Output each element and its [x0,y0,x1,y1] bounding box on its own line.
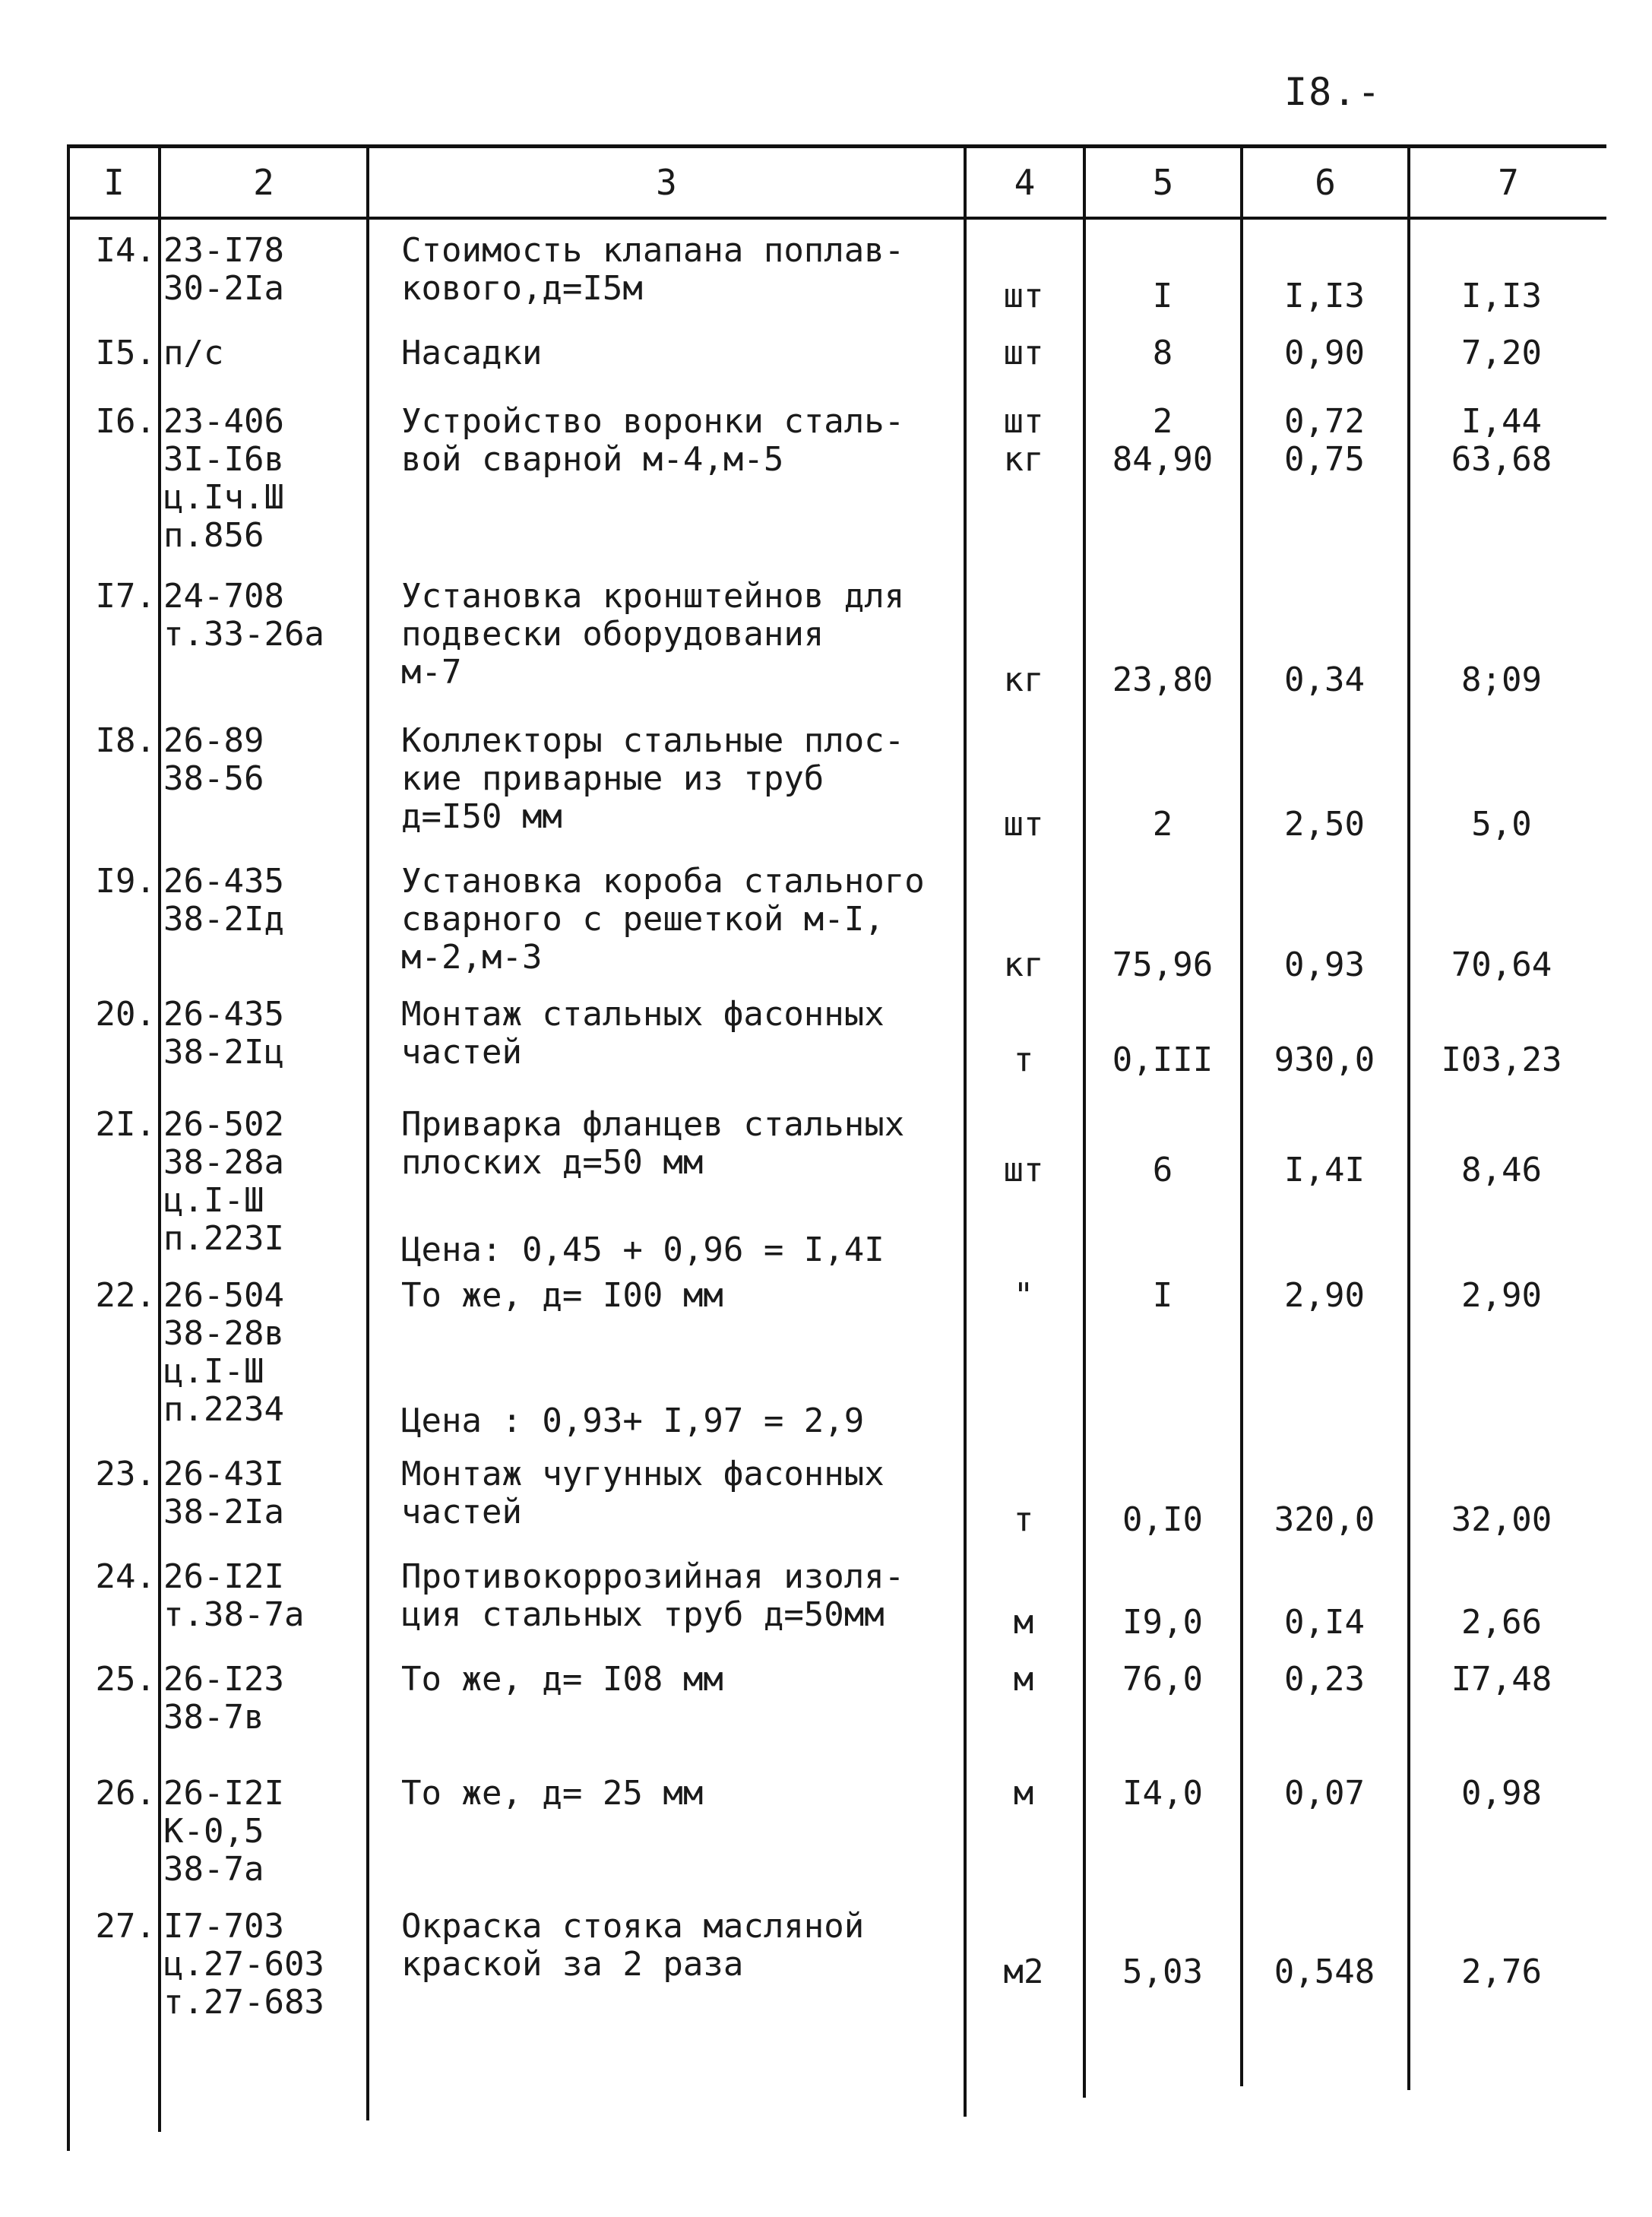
row-number: I9. [95,862,156,901]
row-code: 26-504 38-28в ц.I-Ш п.2234 [163,1276,284,1429]
row-total: 8;09 [1461,660,1542,699]
row-code: 26-43I 38-2Iа [163,1455,284,1531]
row-total: 5,0 [1471,805,1532,844]
row-description: Противокоррозийная изоля- ция стальных труб д=50мм [401,1557,905,1634]
row-quantity: I [1152,1276,1173,1315]
row-quantity: 75,96 [1112,945,1214,984]
row-price: 930,0 [1274,1040,1375,1079]
row-code: 24-708 т.33-26а [163,577,324,654]
row-unit: шт [1003,334,1044,372]
row-number: I5. [95,334,156,372]
row-number: I6. [95,402,156,441]
row-total: I,I3 [1461,277,1542,315]
row-quantity: 0,I0 [1122,1500,1203,1539]
column-rule [366,144,369,2120]
row-quantity: 6 [1152,1151,1173,1189]
row-total: 7,20 [1461,334,1542,372]
row-quantity: I [1152,277,1173,315]
row-price: 0,548 [1274,1953,1375,1991]
row-code: 26-502 38-28а ц.I-Ш п.223I [163,1105,284,1258]
header-cell: I [103,162,125,203]
row-unit: м [1013,1774,1034,1813]
row-quantity: 8 [1152,334,1173,372]
row-code: 26-I2I К-0,5 38-7а [163,1774,284,1889]
header-cell: 4 [1014,162,1036,203]
row-description: Монтаж чугунных фасонных частей [401,1455,885,1531]
row-unit: т [1013,1040,1034,1079]
row-description: То же, д= 25 мм [401,1774,704,1813]
row-total: 32,00 [1451,1500,1552,1539]
row-quantity: 5,03 [1122,1953,1203,1991]
row-code: 23-406 3I-I6в ц.Iч.Ш п.856 [163,402,284,555]
header-cell: 2 [253,162,274,203]
row-number: 27. [95,1907,156,1946]
row-quantity: 76,0 [1122,1660,1203,1699]
row-number: 22. [95,1276,156,1315]
row-description: Устройство воронки сталь- вой сварной м-4,м-5 [401,402,905,479]
column-rule [158,144,161,2132]
row-price: 0,34 [1284,660,1365,699]
row-total: I,44 63,68 [1451,402,1552,479]
row-quantity: 2 84,90 [1112,402,1214,479]
row-total: 2,90 [1461,1276,1542,1315]
row-unit: шт [1003,1151,1044,1189]
header-cell: 7 [1498,162,1519,203]
row-number: I4. [95,231,156,270]
row-quantity: 23,80 [1112,660,1214,699]
page-number: I8.- [1284,70,1382,114]
row-number: 25. [95,1660,156,1699]
row-quantity: I9,0 [1122,1603,1203,1642]
header-cell: 6 [1315,162,1336,203]
row-unit: м [1013,1660,1034,1699]
header-cell: 3 [656,162,677,203]
row-description: То же, д= I08 мм [401,1660,723,1699]
row-unit: м [1013,1603,1034,1642]
row-description: Коллекторы стальные плос- кие приварные из труб д=I50 мм [401,721,905,836]
row-price: 2,50 [1284,805,1365,844]
row-code: I7-703 ц.27-603 т.27-683 [163,1907,324,2022]
row-total: 8,46 [1461,1151,1542,1189]
row-code: 26-I23 38-7в [163,1660,284,1737]
row-number: 20. [95,995,156,1034]
row-total: 0,98 [1461,1774,1542,1813]
row-number: 2I. [95,1105,156,1144]
row-description: Установка короба стального сварного с решеткой м-I, м-2,м-3 [401,862,925,977]
row-total: I03,23 [1441,1040,1562,1079]
row-code: 26-435 38-2Iц [163,995,284,1072]
row-quantity: 2 [1152,805,1173,844]
row-price: 0,07 [1284,1774,1365,1813]
row-description: Стоимость клапана поплав- кового,д=I5м [401,231,905,308]
row-unit: шт [1003,805,1044,844]
row-price: 0,I4 [1284,1603,1365,1642]
row-number: I8. [95,721,156,760]
header-cell: 5 [1152,162,1174,203]
row-number: 24. [95,1557,156,1596]
row-description: Монтаж стальных фасонных частей [401,995,885,1072]
row-number: 23. [95,1455,156,1493]
table-top-rule [67,144,1606,148]
row-price: 320,0 [1274,1500,1375,1539]
row-price: 0,90 [1284,334,1365,372]
row-code: 26-435 38-2Iд [163,862,284,939]
row-price-note: Цена : 0,93+ I,97 = 2,9 [401,1401,865,1440]
row-code: 26-I2I т.38-7а [163,1557,305,1634]
row-number: 26. [95,1774,156,1813]
table-header-rule [67,217,1606,220]
row-unit: " [1013,1276,1034,1315]
column-rule [1083,144,1086,2098]
row-description: Окраска стояка масляной краской за 2 раза [401,1907,865,1984]
row-unit: м2 [1003,1953,1044,1991]
row-total: 2,66 [1461,1603,1542,1642]
row-price-note: Цена: 0,45 + 0,96 = I,4I [401,1230,885,1269]
row-code: п/с [163,334,224,372]
row-unit: кг [1003,945,1044,984]
row-description: Установка кронштейнов для подвески оборудования м-7 [401,577,905,692]
row-description: Приварка фланцев стальных плоских д=50 мм [401,1105,905,1182]
row-total: I7,48 [1451,1660,1552,1699]
row-description: Насадки [401,334,543,372]
column-rule-left [67,144,70,2151]
row-price: I,I3 [1284,277,1365,315]
row-quantity: I4,0 [1122,1774,1203,1813]
row-unit: кг [1003,660,1044,699]
row-price: 2,90 [1284,1276,1365,1315]
row-unit: т [1013,1500,1034,1539]
row-price: I,4I [1284,1151,1365,1189]
row-number: I7. [95,577,156,616]
row-code: 23-I78 30-2Ia [163,231,284,308]
row-price: 0,23 [1284,1660,1365,1699]
row-total: 70,64 [1451,945,1552,984]
row-code: 26-89 38-56 [163,721,264,798]
row-unit: шт кг [1003,402,1044,479]
row-price: 0,72 0,75 [1284,402,1365,479]
row-description: То же, д= I00 мм [401,1276,723,1315]
row-unit: шт [1003,277,1044,315]
row-quantity: 0,III [1112,1040,1214,1079]
row-total: 2,76 [1461,1953,1542,1991]
row-price: 0,93 [1284,945,1365,984]
